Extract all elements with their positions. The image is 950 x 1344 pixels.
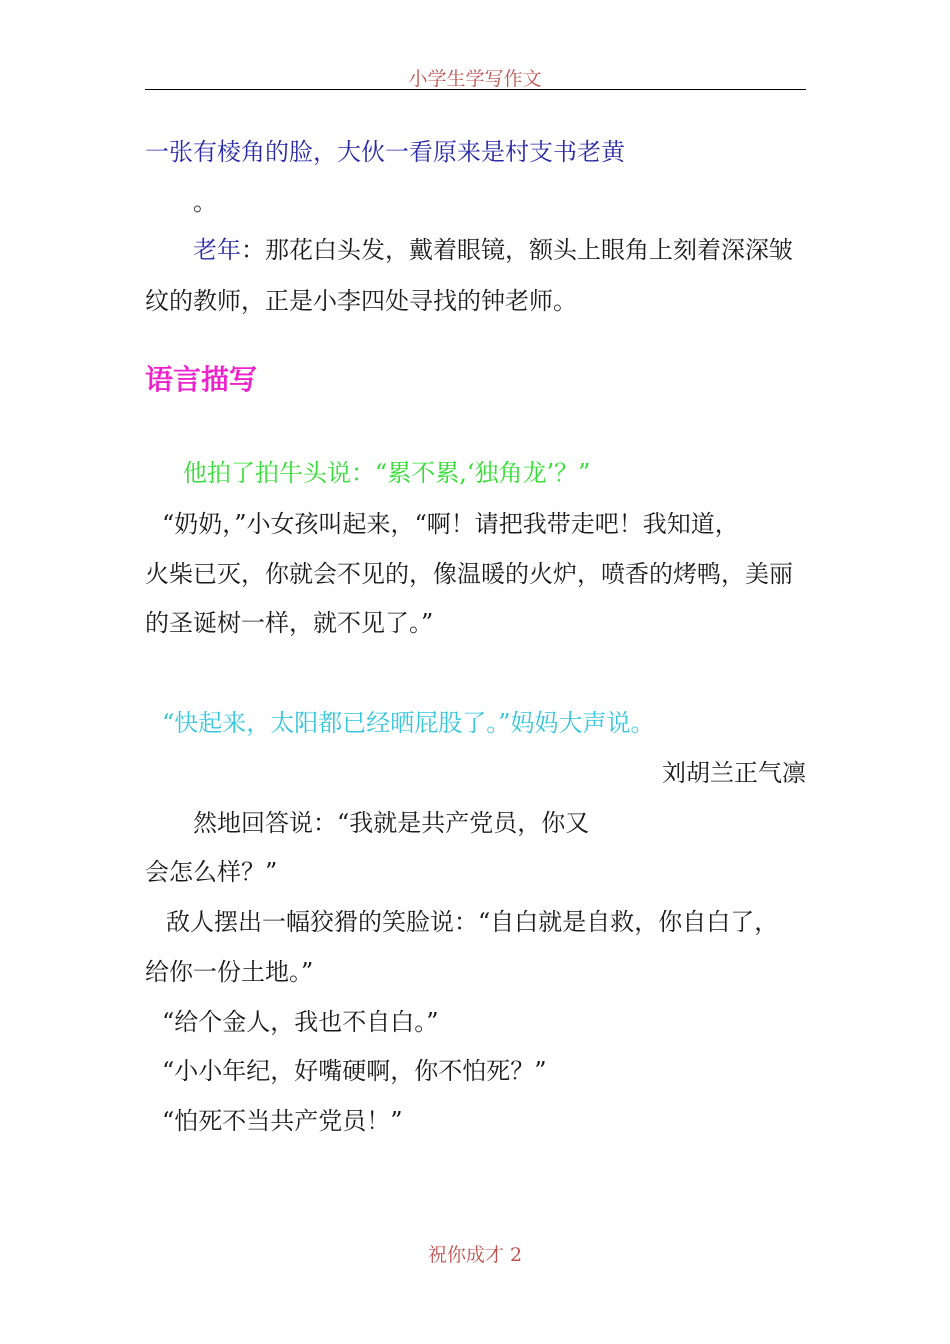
paragraph-line: “怕死不当共产党员！” — [162, 1107, 403, 1135]
paragraph-line: 火柴已灭，你就会不见的，像温暖的火炉，喷香的烤鸭，美丽 — [145, 560, 793, 588]
paragraph-line: 然地回答说：“我就是共产党员，你又 — [193, 809, 590, 837]
old-age-text: ：那花白头发，戴着眼镜，额头上眼角上刻着深深皱 — [241, 236, 793, 264]
paragraph-line — [193, 235, 793, 265]
paragraph-line: 一张有棱角的脸，大伙一看原来是村支书老黄 — [145, 138, 625, 166]
quote-line: 他拍了拍牛头说：“累不累,‘独角龙’？” — [183, 459, 591, 487]
quote-line: “快起来，太阳都已经晒屁股了。”妈妈大声说。 — [162, 709, 655, 737]
old-age-label: 老年 — [193, 236, 241, 264]
paragraph-line: 刘胡兰正气凛 — [662, 759, 806, 787]
section-heading: 语言描写 — [145, 363, 258, 396]
paragraph-line: “给个金人，我也不自白。” — [162, 1008, 439, 1036]
paragraph-line: 会怎么样？” — [145, 858, 278, 886]
header-divider — [145, 89, 806, 90]
paragraph-line: “小小年纪，好嘴硬啊，你不怕死？” — [162, 1057, 547, 1085]
paragraph-line: 。 — [193, 188, 217, 216]
page-header-title: 小学生学写作文 — [408, 68, 542, 90]
paragraph-line: 敌人摆出一幅狡猾的笑脸说：“自白就是自救，你自白了， — [166, 908, 779, 936]
paragraph-line: “奶奶，”小女孩叫起来，“啊！请把我带走吧！我知道， — [162, 510, 739, 538]
paragraph-line: 的圣诞树一样，就不见了。” — [145, 609, 434, 637]
page-footer: 祝你成才 2 — [427, 1244, 523, 1266]
paragraph-line: 纹的教师，正是小李四处寻找的钟老师。 — [145, 287, 577, 315]
paragraph-line: 给你一份土地。” — [145, 958, 314, 986]
